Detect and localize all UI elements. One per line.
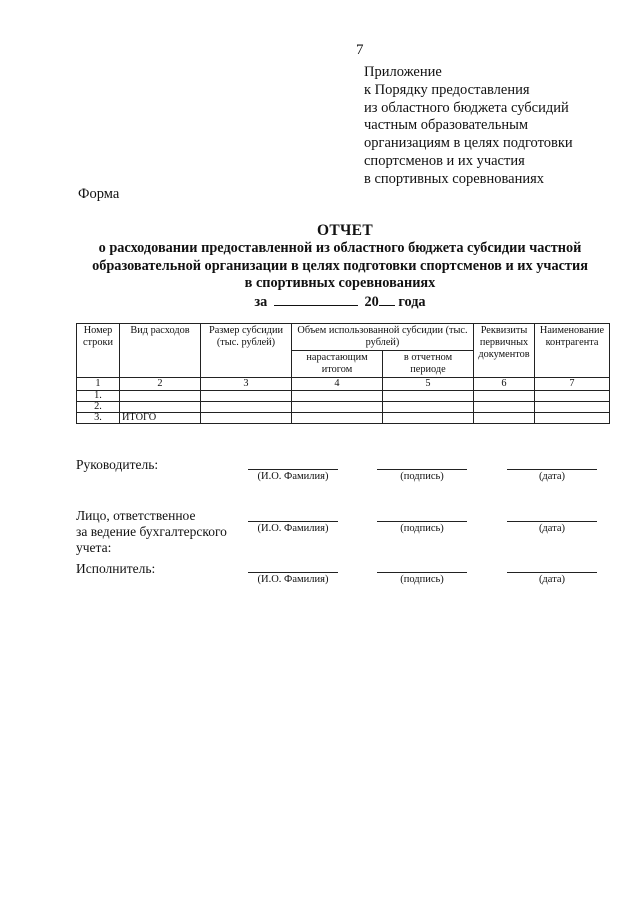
column-number: 1 — [77, 378, 120, 391]
row-expense — [120, 402, 201, 413]
header-primary-docs: Реквизиты первичных документов — [474, 324, 535, 378]
date-line — [507, 469, 597, 470]
accountant-label-line: учета: — [76, 540, 112, 555]
table-cell — [474, 391, 535, 402]
column-number: 6 — [474, 378, 535, 391]
header-used-volume: Объем использованной субсидии (тыс. рублей) — [292, 324, 474, 351]
name-caption: (И.О. Фамилия) — [257, 471, 329, 482]
appendix-line: Приложение — [364, 64, 442, 80]
accountant-label — [76, 508, 227, 556]
table-cell — [474, 402, 535, 413]
year-blank — [379, 293, 395, 306]
appendix-line: спортсменов и их участия — [364, 152, 525, 169]
name-line — [248, 521, 338, 522]
table-cell — [535, 413, 610, 424]
header-expense-type: Вид расходов — [120, 324, 201, 378]
accountant-label-line: Лицо, ответственное — [76, 508, 196, 523]
row-number: 2. — [77, 402, 120, 413]
table-row — [77, 413, 610, 424]
table-cell — [201, 402, 292, 413]
report-period — [70, 293, 610, 312]
accountant-label-line: за ведение бухгалтерского — [76, 524, 227, 539]
signature-line — [377, 572, 467, 573]
signature-line — [377, 521, 467, 522]
appendix-line: частным образовательным — [364, 117, 529, 134]
appendix-line: к Порядку предоставления — [364, 81, 530, 98]
header-counterparty: Наименование контрагента — [535, 324, 610, 378]
page-number: 7 — [356, 42, 364, 58]
form-label: Форма — [78, 186, 120, 202]
row-expense: ИТОГО — [120, 413, 201, 424]
name-line — [248, 572, 338, 573]
appendix-block — [364, 64, 614, 189]
date-caption: (дата) — [538, 574, 566, 585]
signature-line — [377, 469, 467, 470]
row-expense — [120, 391, 201, 402]
table-cell — [474, 413, 535, 424]
executor-label: Исполнитель: — [76, 561, 156, 576]
table-cell — [383, 402, 474, 413]
report-subtitle — [70, 240, 610, 311]
period-year-prefix: 20 — [364, 293, 379, 310]
subtitle-line: о расходовании предоставленной из областного бюджета субсидии частной — [98, 240, 582, 256]
table-cell — [292, 402, 383, 413]
subtitle-line: образовательной организации в целях подготовки спортсменов и их участия — [92, 257, 588, 274]
date-line — [507, 521, 597, 522]
report-table — [76, 323, 610, 424]
table-cell — [201, 413, 292, 424]
row-number: 3. — [77, 413, 120, 424]
table-row — [77, 402, 610, 413]
column-number: 3 — [201, 378, 292, 391]
column-number: 2 — [120, 378, 201, 391]
signature-caption: (подпись) — [400, 574, 444, 585]
signature-caption: (подпись) — [400, 471, 444, 482]
name-line — [248, 469, 338, 470]
date-caption: (дата) — [538, 523, 566, 534]
row-number: 1. — [77, 391, 120, 402]
signature-caption: (подпись) — [400, 523, 444, 534]
head-label: Руководитель: — [76, 457, 159, 472]
table-cell — [535, 402, 610, 413]
header-reporting-period: в отчетном периоде — [383, 351, 474, 378]
appendix-line: из областного бюджета субсидий — [364, 99, 569, 116]
name-caption: (И.О. Фамилия) — [257, 523, 329, 534]
column-number: 4 — [292, 378, 383, 391]
date-caption: (дата) — [538, 471, 566, 482]
table-cell — [292, 391, 383, 402]
table-cell — [383, 391, 474, 402]
date-line — [507, 572, 597, 573]
table-cell — [292, 413, 383, 424]
table-cell — [535, 391, 610, 402]
period-prefix: за — [254, 293, 268, 310]
report-title: ОТЧЕТ — [317, 222, 373, 239]
table-cell — [383, 413, 474, 424]
header-subsidy-amount: Размер субсидии (тыс. рублей) — [201, 324, 292, 378]
header-row-number: Номер строки — [77, 324, 120, 378]
appendix-line: организациям в целях подготовки — [364, 135, 573, 152]
table-row — [77, 391, 610, 402]
appendix-line: в спортивных соревнованиях — [364, 170, 545, 187]
period-suffix: года — [398, 293, 426, 310]
table-cell — [201, 391, 292, 402]
column-number: 5 — [383, 378, 474, 391]
period-blank — [274, 293, 358, 306]
column-number: 7 — [535, 378, 610, 391]
name-caption: (И.О. Фамилия) — [257, 574, 329, 585]
subtitle-line: в спортивных соревнованиях — [244, 275, 436, 292]
header-cumulative: нарастающим итогом — [292, 351, 383, 378]
